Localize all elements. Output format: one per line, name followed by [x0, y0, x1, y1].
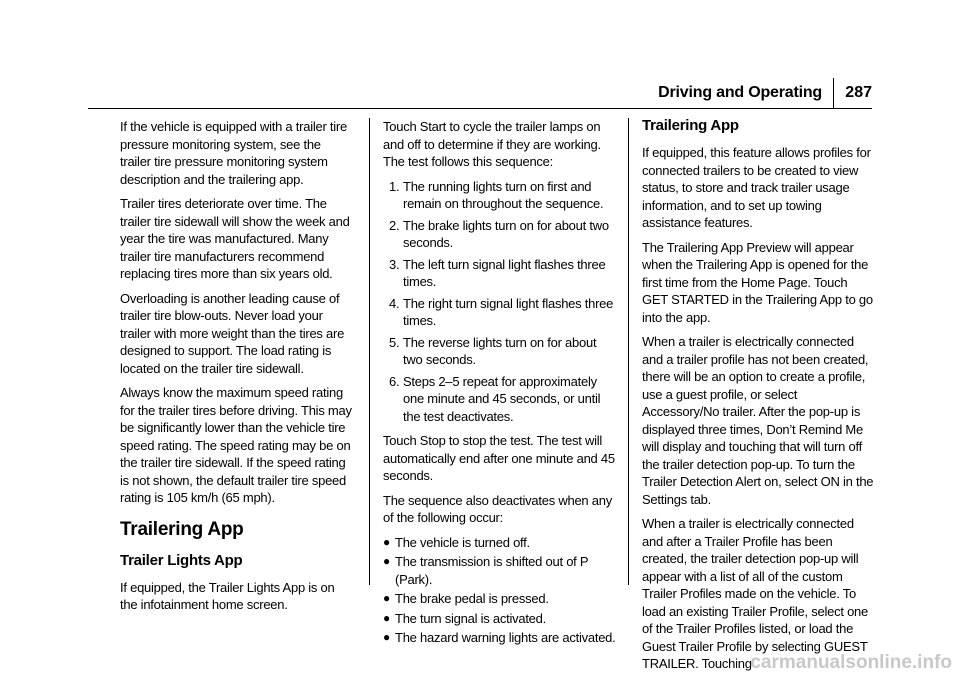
bullet-icon: ● — [383, 534, 390, 549]
paragraph: If equipped, this feature allows profiles for connected trailers to be created to view status, to store and track trailer usage information, and to set up towing assistance features. — [642, 145, 871, 230]
column-right — [642, 118, 876, 680]
column-left — [120, 118, 354, 621]
list-item: 5. The reverse lights turn on for about two seconds. — [389, 334, 597, 367]
paragraph: The Trailering App Preview will appear when the Trailering App is opened for the first time from the Home Page. Touch GET STARTED in the Trailering App to go into the app. — [642, 239, 873, 325]
list-item: ● The turn signal is activated. — [383, 610, 546, 626]
list-item: 6. Steps 2–5 repeat for approximately one minute and 45 seconds, or until the test deactivates. — [389, 373, 601, 424]
paragraph: Overloading is another leading cause of trailer tire blow-outs. Never load your trailer with more weight than the tires are designed to support. The load rating is located on the trailer tire sidewall. — [120, 290, 345, 376]
paragraph: When a trailer is electrically connected and a trailer profile has not been created, there will be an option to create a profile, use a guest profile, or select Accessory/No trailer. After the pop-up is displayed three times, Don’t Remind Me will display and touching that will turn off the trailer detection pop-up. To turn the Trailer Detection Alert on, select ON in the Settings tab. — [642, 334, 874, 507]
list-item: 4. The right turn signal light flashes three times. — [389, 295, 614, 328]
section-title: Driving and Operating — [658, 84, 822, 101]
header-divider — [833, 78, 834, 109]
step-list — [383, 178, 617, 426]
list-item: 3. The left turn signal light flashes three times. — [389, 256, 606, 289]
paragraph: When a trailer is electrically connected and after a Trailer Profile has been created, the trailer detection pop-up will appear with a list of all of the custom Trailer Profiles made on the vehicle. To load an existing Trailer Profile, select one of the Trailer Profiles listed, or load the Guest Trailer Profile by selecting GUEST TRAILER. Touching — [642, 516, 869, 671]
paragraph: Always know the maximum speed rating for the trailer tires before driving. This may be significantly lower than the vehicle tire speed rating. The speed rating may be on the trailer tire sidewall. If the speed rating is not shown, the default trailer tire speed rating is 105 km/h (65 mph). — [120, 385, 352, 505]
bullet-list — [383, 534, 617, 647]
paragraph: The sequence also deactivates when any of the following occur: — [383, 492, 612, 525]
list-item: ● The hazard warning lights are activated. — [383, 630, 616, 645]
list-item: 2. The brake lights turn on for about two seconds. — [389, 217, 609, 250]
paragraph: If the vehicle is equipped with a trailer tire pressure monitoring system, see the trailer tire pressure monitoring system description and the trailering app. — [120, 119, 347, 187]
subsection-heading: Trailering App — [642, 117, 739, 134]
column-divider — [369, 118, 370, 585]
page-number: 287 — [845, 84, 872, 101]
column-middle — [383, 118, 617, 649]
list-item: 1. The running lights turn on first and remain on throughout the sequence. — [389, 178, 604, 211]
watermark: carmanualsonline.info — [750, 652, 952, 673]
bullet-icon: ● — [383, 591, 390, 605]
list-item: ● The vehicle is turned off. — [383, 534, 530, 550]
paragraph: If equipped, the Trailer Lights App is on the infotainment home screen. — [120, 579, 335, 612]
list-item: ● The brake pedal is pressed. — [383, 591, 549, 606]
bullet-icon: ● — [383, 630, 390, 644]
paragraph: Touch Stop to stop the test. The test will automatically end after one minute and 45 seconds. — [383, 433, 615, 483]
bullet-icon: ● — [383, 554, 390, 568]
column-divider — [628, 118, 629, 585]
header-rule — [88, 108, 872, 109]
page-header — [0, 78, 960, 108]
paragraph: Touch Start to cycle the trailer lamps on and off to determine if they are working. The test follows this sequence: — [383, 119, 601, 169]
paragraph: Trailer tires deteriorate over time. The trailer tire sidewall will show the week and year the tire was manufactured. Many trailer tire manufacturers recommend replacing tires more than six years old. — [120, 196, 350, 281]
list-item: ● The transmission is shifted out of P (Park). — [383, 554, 589, 587]
subsection-heading: Trailer Lights App — [120, 551, 243, 569]
section-heading: Trailering App — [120, 518, 244, 540]
bullet-icon: ● — [383, 610, 390, 625]
